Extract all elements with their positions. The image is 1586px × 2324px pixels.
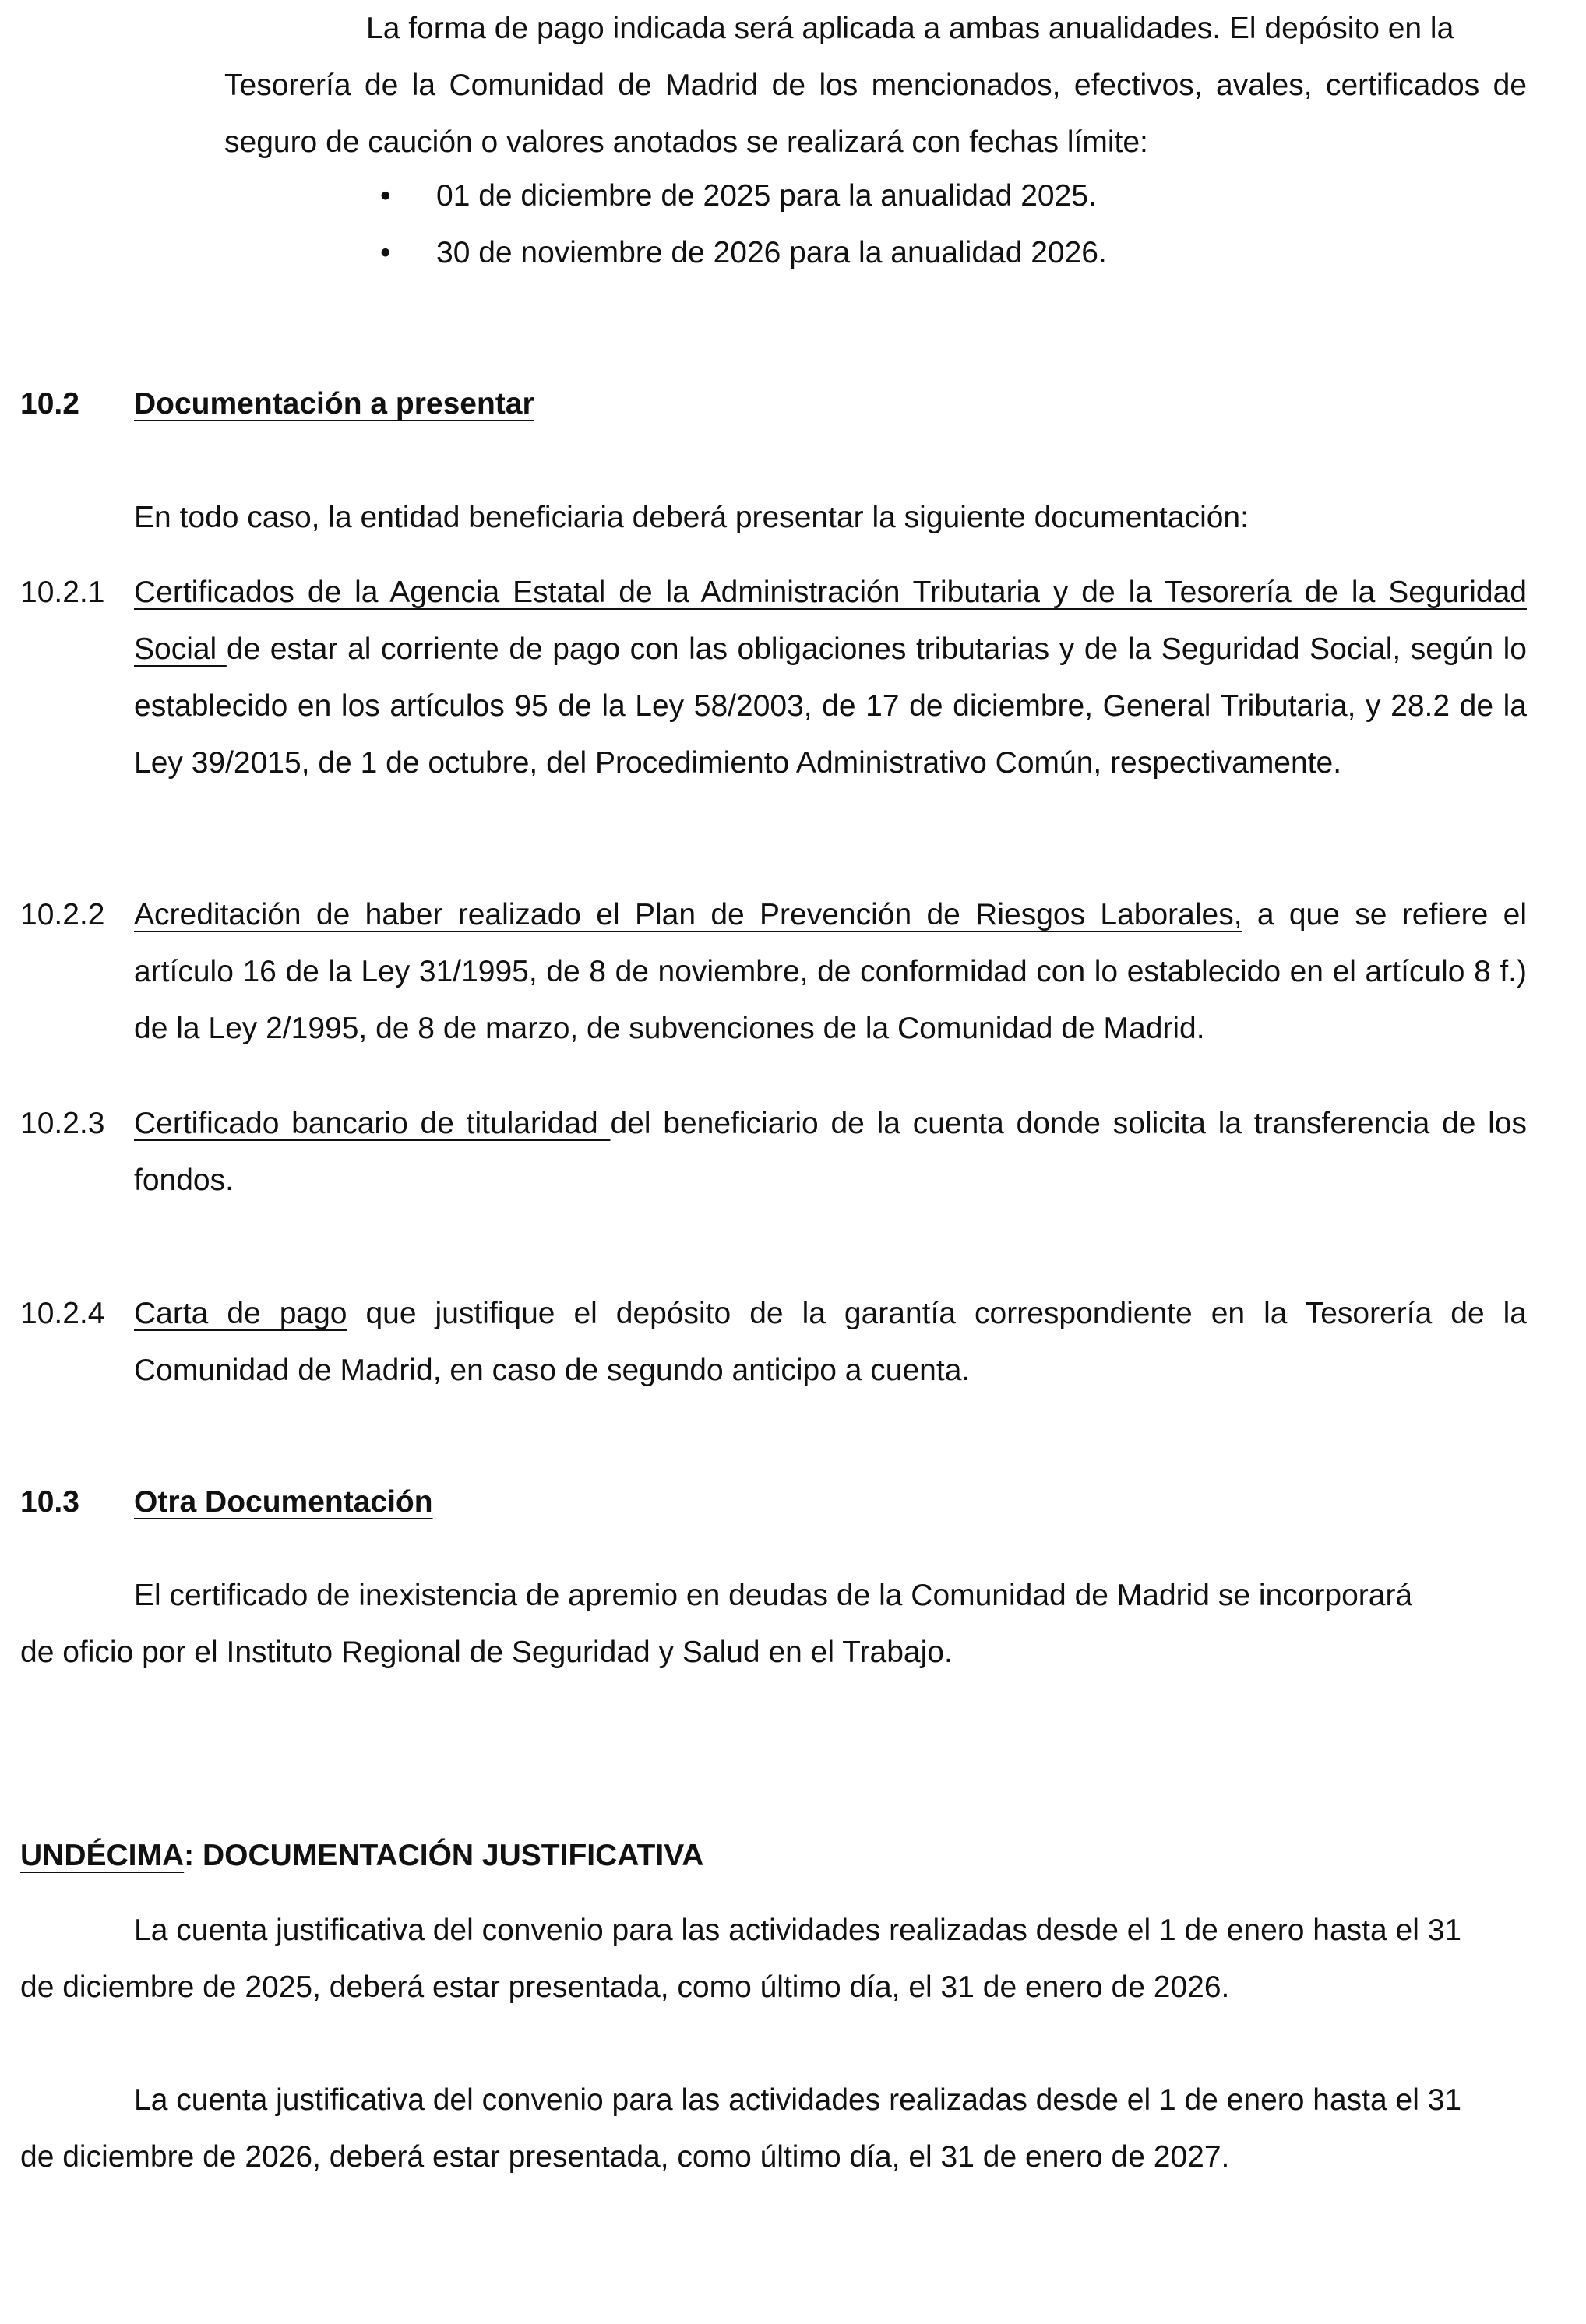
undecima-title: : DOCUMENTACIÓN JUSTIFICATIVA [184, 1839, 704, 1872]
item-underlined: Acreditación de haber realizado el Plan de Prevención de Riesgos Laborales, [134, 898, 1242, 931]
paragraph-text: La cuenta justificativa del convenio para las actividades realizadas desde el 1 de enero hasta el 31 [134, 2083, 1462, 2117]
section-10-2-intro [134, 489, 1528, 546]
item-number: 10.2.2 [20, 898, 105, 931]
item-text: a que se refiere el artículo 16 de la Ley 31/1995, de 8 de noviembre, de conformidad con lo establecido en el artículo 8 f.) de la Ley 2/1995, de 8 de marzo, de subvenciones de la Comunidad de Madrid. [134, 898, 1527, 1045]
undecima-heading [20, 1827, 703, 1884]
section-text: El certificado de inexistencia de apremio en deudas de la Comunidad de Madrid se incorporará [134, 1579, 1413, 1612]
item-10-2-4 [134, 1285, 1527, 1399]
bullet-text: 30 de noviembre de 2026 para la anualidad 2026. [436, 236, 1107, 269]
intro-line1: La forma de pago indicada será aplicada a ambas anualidades. El depósito en la [366, 12, 1454, 45]
item-number: 10.2.3 [20, 1107, 105, 1140]
section-number: 10.3 [20, 1485, 79, 1519]
item-underlined: Carta de pago [134, 1297, 347, 1330]
paragraph-text: de diciembre de 2025, deberá estar presentada, como último día, el 31 de enero de 2026. [20, 1970, 1230, 2004]
paragraph-text: de diciembre de 2026, deberá estar presentada, como último día, el 31 de enero de 2027. [20, 2140, 1230, 2174]
undecima-p1-line1 [134, 1902, 1528, 1959]
undecima-p2-line1 [134, 2072, 1528, 2129]
intro-paragraph-first-line [366, 0, 1527, 57]
item-10-2-2 [134, 886, 1527, 1057]
section-10-3-line1 [134, 1567, 1528, 1624]
item-underlined: Certificados de la Agencia Estatal de la Administración Tributaria y de la Tesorería de la Seguridad Social [134, 576, 1527, 666]
item-10-2-1 [134, 564, 1527, 791]
intro-paragraph-rest [224, 57, 1527, 171]
item-10-2-3 [134, 1095, 1527, 1209]
section-text: de oficio por el Instituto Regional de Seguridad y Salud en el Trabajo. [20, 1636, 953, 1669]
section-title: Documentación a presentar [134, 387, 534, 421]
intro-bullet-2 [380, 224, 1393, 281]
item-text: de estar al corriente de pago con las obligaciones tributarias y de la Seguridad Social, según lo establecido en los artículos 95 de la Ley 58/2003, de 17 de diciembre, General Tributaria, y 28.2 de la Ley 39/2015, de 1 de octubre, del Procedimiento Administrativo Común, respectivamente. [134, 632, 1527, 780]
intro-rest: Tesorería de la Comunidad de Madrid de los mencionados, efectivos, avales, certificados de seguro de caución o valores anotados se realizará con fechas límite: [224, 69, 1527, 159]
section-10-3-line2 [20, 1624, 1528, 1681]
item-text: que justifique el depósito de la garantía correspondiente en la Tesorería de la Comunidad de Madrid, en caso de segundo anticipo a cuenta. [134, 1297, 1527, 1387]
intro-bullet-1 [380, 167, 1393, 224]
item-number: 10.2.1 [20, 576, 105, 609]
section-number: 10.2 [20, 387, 79, 421]
section-intro-text: En todo caso, la entidad beneficiaria deberá presentar la siguiente documentación: [134, 501, 1249, 534]
item-text: del beneficiario de la cuenta donde solicita la transferencia de los fondos. [134, 1107, 1527, 1197]
bullet-icon: • [380, 236, 391, 269]
bullet-icon: • [380, 179, 391, 213]
bullet-text: 01 de diciembre de 2025 para la anualidad 2025. [436, 179, 1097, 213]
section-title: Otra Documentación [134, 1485, 433, 1519]
undecima-label: UNDÉCIMA [20, 1839, 185, 1872]
item-underlined: Certificado bancario de titularidad [134, 1107, 611, 1140]
undecima-p1-line2 [20, 1959, 1528, 2016]
item-number: 10.2.4 [20, 1297, 105, 1330]
paragraph-text: La cuenta justificativa del convenio para las actividades realizadas desde el 1 de enero hasta el 31 [134, 1914, 1462, 1947]
undecima-p2-line2 [20, 2129, 1528, 2185]
